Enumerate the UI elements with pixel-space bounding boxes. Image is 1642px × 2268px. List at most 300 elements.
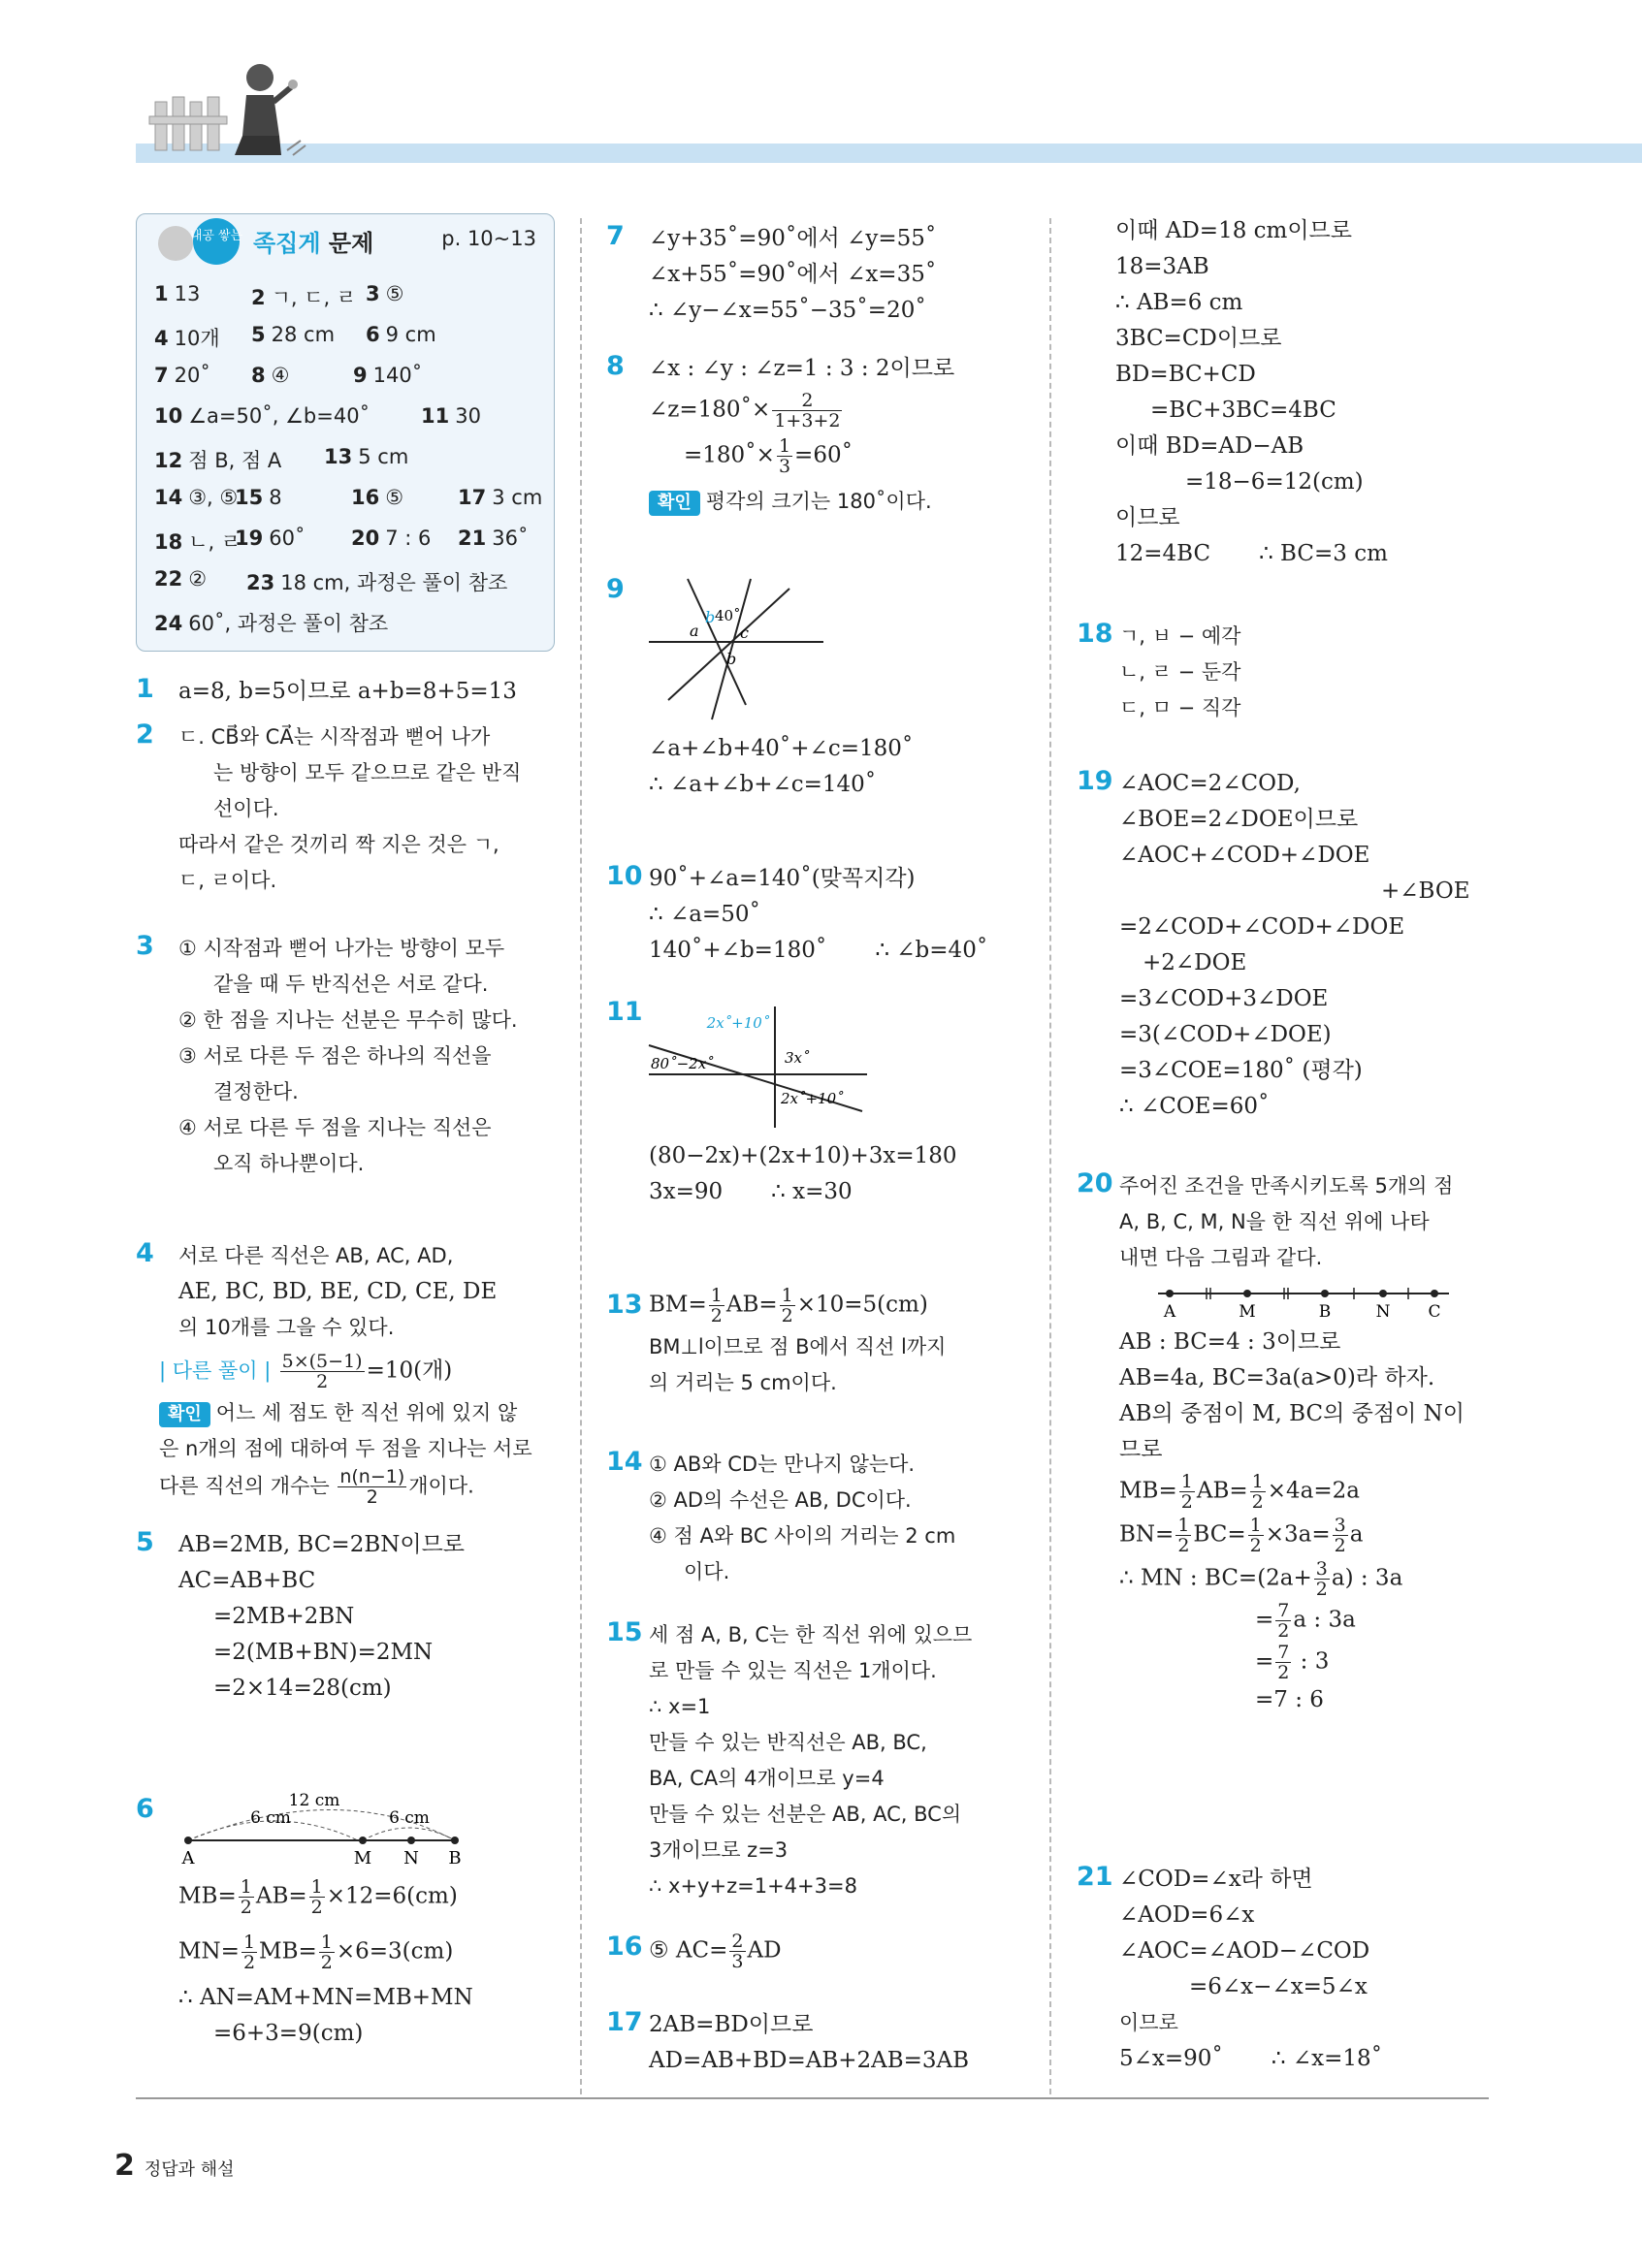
answer-number: 11 — [421, 404, 450, 428]
solution-text: AB= — [725, 1292, 778, 1318]
solution-text: MB= — [259, 1938, 317, 1965]
fraction — [1314, 1559, 1330, 1599]
answer-row — [154, 282, 544, 323]
answer-box — [136, 213, 555, 652]
solution-line: 결정한다. — [213, 1080, 299, 1103]
solution-line: BM⊥l이므로 점 B에서 직선 l까지 — [649, 1335, 947, 1358]
solution-line: ∴ ∠a=50˚ — [649, 902, 760, 927]
solution-line: =6+3=9(cm) — [213, 2021, 364, 2046]
solution-line: AB=2MB, BC=2BN이므로 — [178, 1532, 466, 1557]
fig6-right: 6 cm — [389, 1808, 430, 1828]
answer-number: 24 — [154, 612, 183, 635]
answer-value: 30 — [455, 404, 481, 428]
solution-line: ④ 점 A와 BC 사이의 거리는 2 cm — [649, 1524, 956, 1548]
solution-line: 이때 BD=AD−AB — [1115, 433, 1304, 459]
answer-number: 12 — [154, 449, 183, 472]
solution-text: 3x=90 — [649, 1179, 724, 1204]
solution-text: BM= — [649, 1292, 707, 1318]
solution-text: =60˚ — [794, 442, 853, 468]
solution-text: AD — [747, 1937, 782, 1964]
answer-value: ⑤ — [385, 282, 404, 305]
denominator: 2 — [310, 1897, 323, 1918]
answer-item — [154, 527, 241, 556]
header-illustration — [145, 58, 310, 165]
answer-number: 17 — [458, 486, 487, 509]
solution-line: 세 점 A, B, C는 한 직선 위에 있으므 — [649, 1623, 973, 1646]
answer-number: 8 — [251, 364, 266, 387]
answer-box-title-highlight: 족집게 — [253, 230, 321, 257]
answer-box-title-rest: 문제 — [320, 230, 374, 257]
answer-box-header — [137, 214, 554, 265]
solution-line: =7 : 6 — [1255, 1687, 1324, 1712]
solution-text: ×12=6(cm) — [326, 1883, 458, 1909]
fraction — [1250, 1472, 1266, 1512]
fraction — [338, 1467, 406, 1507]
fraction — [772, 391, 842, 431]
answer-number: 4 — [154, 327, 169, 350]
answer-item — [154, 404, 370, 428]
answer-item — [246, 567, 507, 596]
numerator: 1 — [710, 1285, 723, 1306]
solution-text: ∴ ∠x=18˚ — [1271, 2046, 1383, 2071]
solution-line: ∠AOC+∠COD+∠DOE — [1119, 843, 1370, 868]
fraction — [1179, 1472, 1195, 1512]
answer-item — [366, 323, 436, 346]
numerator: n(n−1) — [339, 1466, 405, 1487]
denominator: 2 — [316, 1371, 329, 1392]
answer-item — [251, 364, 289, 387]
solution-line: 3BC=CD이므로 — [1115, 326, 1282, 351]
solution-text: ×10=5(cm) — [796, 1292, 928, 1318]
answer-number: 16 — [351, 486, 380, 509]
fig6-point-a: A — [181, 1848, 195, 1869]
answer-box-badge-icon — [146, 216, 243, 272]
answer-value: 28 cm — [271, 323, 336, 346]
answer-value: 18 cm, 과정은 풀이 참조 — [280, 571, 508, 594]
answer-value: ⑤ — [385, 486, 404, 509]
problem-number: 9 — [606, 574, 625, 604]
check-line: 어느 세 점도 한 직선 위에 있지 않 — [215, 1401, 518, 1424]
solution-line: 는 방향이 모두 같으므로 같은 반직 — [213, 761, 522, 784]
segment-figure-20 — [1119, 1276, 1468, 1325]
solution-text: ×3a= — [1265, 1521, 1331, 1548]
solution-line: ∠x : ∠y : ∠z=1 : 3 : 2이므로 — [649, 356, 955, 381]
solution-line: 이므로 — [1115, 505, 1180, 530]
solution-line: ㄷ. CB⃗와 CA⃗는 시작점과 뻗어 나가 — [178, 725, 491, 749]
problem-number: 16 — [606, 1932, 643, 1962]
problem-number: 10 — [606, 861, 643, 891]
answer-box-title — [253, 224, 373, 258]
solution-text: a : 3a — [1293, 1607, 1356, 1633]
solution-line: 오직 하나뿐이다. — [213, 1152, 365, 1175]
answer-item — [353, 364, 422, 387]
solution-line: ∠BOE=2∠DOE이므로 — [1119, 807, 1359, 832]
problem-number: 8 — [606, 351, 625, 381]
denominator: 2 — [1180, 1491, 1193, 1513]
solution-text: : 3 — [1293, 1648, 1330, 1675]
answer-row — [154, 486, 544, 527]
column-divider-1 — [580, 218, 582, 2094]
answer-number: 19 — [235, 527, 264, 550]
solution-line: 3개이므로 z=3 — [649, 1838, 789, 1862]
solution-line: 만들 수 있는 반직선은 AB, BC, — [649, 1731, 927, 1754]
alt-solution-label: | 다른 풀이 | — [159, 1358, 272, 1383]
solution-line: 의 거리는 5 cm이다. — [649, 1371, 837, 1394]
column-divider-2 — [1049, 218, 1051, 2094]
solution-line: ∴ ∠a+∠b+∠c=140˚ — [649, 772, 877, 797]
problem-number: 19 — [1077, 766, 1113, 796]
problem-number: 6 — [136, 1794, 154, 1824]
numerator: 1 — [320, 1932, 333, 1953]
answer-value: 36˚ — [492, 527, 529, 550]
fig9-label-b2: b — [726, 650, 737, 668]
answer-item — [351, 486, 403, 509]
solution-text: ∴ ∠b=40˚ — [875, 938, 988, 963]
denominator: 2 — [1249, 1535, 1262, 1556]
problem-number: 15 — [606, 1617, 643, 1647]
denominator: 3 — [731, 1951, 744, 1972]
solution-line: BA, CA의 4개이므로 y=4 — [649, 1767, 885, 1790]
problem-number: 13 — [606, 1290, 643, 1320]
answer-value: 13 — [174, 282, 201, 305]
solution-line: =BC+3BC=4BC — [1150, 398, 1336, 423]
alt-solution-result: =10(개) — [366, 1358, 453, 1384]
solution-line: =2MB+2BN — [213, 1604, 355, 1629]
solution-line: =2×14=28(cm) — [213, 1676, 392, 1701]
solution-text: ∴ BC=3 cm — [1259, 541, 1388, 566]
solution-text: ⑤ AC= — [649, 1937, 728, 1964]
denominator: 2 — [366, 1486, 378, 1508]
solution-line: ② AD의 수선은 AB, DC이다. — [649, 1488, 912, 1512]
solution-line: ∴ AN=AM+MN=MB+MN — [178, 1985, 473, 2010]
problem-number: 20 — [1077, 1168, 1113, 1198]
denominator: 1+3+2 — [774, 410, 841, 431]
solution-line: +∠BOE — [1381, 878, 1470, 904]
problem-number: 18 — [1077, 619, 1113, 649]
solution-line: +2∠DOE — [1143, 950, 1247, 975]
answer-number: 6 — [366, 323, 380, 346]
solution-line: =2∠COD+∠COD+∠DOE — [1119, 914, 1405, 940]
solution-line: 이므로 — [1119, 2011, 1178, 2034]
answer-item — [421, 404, 481, 428]
numerator: 3 — [1315, 1558, 1328, 1580]
solution-line: ㄷ, ㄹ이다. — [178, 869, 277, 892]
answer-value: ㄴ, ㄹ — [188, 530, 241, 554]
solution-line: AB의 중점이 M, BC의 중점이 N이 — [1119, 1401, 1465, 1426]
solution-text: MB= — [1119, 1478, 1177, 1504]
answer-item — [154, 445, 281, 474]
solution-line: BD=BC+CD — [1115, 362, 1256, 387]
problem-number: 3 — [136, 931, 154, 961]
fig20-point-a: A — [1163, 1302, 1176, 1322]
denominator: 2 — [1277, 1662, 1290, 1683]
solution-line: 내면 다음 그림과 같다. — [1119, 1246, 1323, 1269]
solution-line: =3∠COD+3∠DOE — [1119, 986, 1329, 1011]
footer-rule — [136, 2097, 1489, 2099]
fig9-angle: 40˚ — [715, 607, 741, 624]
denominator: 2 — [1251, 1491, 1264, 1513]
fig11-right: 3x˚ — [785, 1049, 810, 1067]
numerator: 1 — [781, 1285, 793, 1306]
fig11-bottom: 2x˚+10˚ — [781, 1090, 844, 1107]
problem-number: 21 — [1077, 1862, 1113, 1892]
solution-line: (80−2x)+(2x+10)+3x=180 — [649, 1143, 957, 1168]
solution-line: ∠AOC=∠AOD−∠COD — [1119, 1938, 1370, 1964]
solution-line: 같을 때 두 반직선은 서로 같다. — [213, 973, 489, 996]
answer-item — [351, 527, 431, 550]
denominator: 2 — [781, 1305, 793, 1326]
answer-item — [154, 486, 238, 509]
problem-number: 7 — [606, 221, 625, 251]
solution-line: 주어진 조건을 만족시키도록 5개의 점 — [1119, 1174, 1454, 1198]
answer-value: 60˚ — [269, 527, 306, 550]
answer-item — [154, 364, 210, 387]
answer-row — [154, 527, 544, 567]
answer-number: 3 — [366, 282, 380, 305]
fraction — [1275, 1601, 1291, 1641]
solution-line: 따라서 같은 것끼리 짝 지은 것은 ㄱ, — [178, 833, 499, 856]
check-badge: 확인 — [159, 1402, 210, 1427]
solution-text: ∴ x=30 — [771, 1179, 853, 1204]
solution-line: 90˚+∠a=140˚(맞꼭지각) — [649, 866, 916, 891]
numerator: 7 — [1277, 1642, 1290, 1663]
check-line: 은 n개의 점에 대하여 두 점을 지나는 서로 — [159, 1437, 532, 1460]
answer-item — [235, 486, 282, 509]
denominator: 2 — [1315, 1579, 1328, 1600]
answer-number: 18 — [154, 530, 183, 554]
fraction — [1175, 1516, 1191, 1555]
answer-item — [251, 323, 335, 346]
answer-number: 2 — [251, 286, 266, 309]
denominator: 2 — [1334, 1535, 1346, 1556]
solution-line: 이다. — [684, 1560, 730, 1583]
answer-box-pages: p. 10~13 — [441, 227, 536, 250]
answer-number: 13 — [324, 445, 353, 468]
solution-line: 2AB=BD이므로 — [649, 2012, 814, 2037]
answer-row — [154, 364, 544, 404]
fig20-point-c: C — [1428, 1302, 1441, 1322]
solution-text: = — [1255, 1648, 1274, 1675]
solution-text: BN= — [1119, 1521, 1175, 1548]
denominator: 2 — [242, 1952, 256, 1973]
solution-line: =3∠COE=180˚ (평각) — [1119, 1058, 1363, 1083]
solution-line: 만들 수 있는 선분은 AB, AC, BC의 — [649, 1803, 962, 1826]
answer-number: 15 — [235, 486, 264, 509]
answer-value: 20˚ — [174, 364, 210, 387]
check-line-end: 개이다. — [408, 1474, 474, 1498]
numerator: 1 — [1251, 1471, 1264, 1492]
numerator: 2 — [731, 1931, 744, 1952]
fig9-label-c: c — [740, 623, 749, 642]
numerator: 7 — [1277, 1600, 1290, 1621]
footer — [114, 2149, 235, 2183]
solution-line: 로 만들 수 있는 직선은 1개이다. — [649, 1659, 937, 1682]
solution-line: 이때 AD=18 cm이므로 — [1115, 218, 1352, 243]
answer-value: 점 B, 점 A — [188, 449, 282, 472]
answer-item — [458, 486, 542, 509]
answer-item — [251, 282, 356, 311]
fraction — [239, 1877, 254, 1917]
answer-number: 14 — [154, 486, 183, 509]
fig20-point-b: B — [1318, 1302, 1332, 1322]
solution-text: = — [1255, 1607, 1274, 1633]
answer-number: 7 — [154, 364, 169, 387]
numerator: 1 — [242, 1932, 256, 1953]
solution-line: ∠COD=∠x라 하면 — [1119, 1867, 1313, 1892]
answer-item — [154, 608, 388, 637]
solution-line: ㄱ, ㅂ − 예각 — [1119, 624, 1241, 648]
solution-line: 선이다. — [213, 797, 279, 820]
answer-box-badge: 내공 쌓는 — [189, 229, 243, 243]
answer-item — [458, 527, 528, 550]
solution-line: ∠y+35˚=90˚에서 ∠y=55˚ — [649, 226, 937, 251]
fig9-label-b: b — [705, 608, 716, 626]
numerator: 1 — [240, 1876, 252, 1898]
denominator: 2 — [240, 1897, 252, 1918]
check-badge: 확인 — [649, 491, 700, 516]
answer-row — [154, 404, 544, 445]
solution-line: 서로 다른 직선은 AB, AC, AD, — [178, 1244, 454, 1267]
solution-line: =2(MB+BN)=2MN — [213, 1640, 434, 1665]
solution-line: =3(∠COD+∠DOE) — [1119, 1022, 1332, 1047]
solution-line: ∴ x=1 — [649, 1695, 711, 1718]
numerator: 1 — [778, 435, 791, 457]
segment-figure-6 — [169, 1791, 462, 1871]
answer-value: 8 — [269, 486, 282, 509]
solution-line: 므로 — [1119, 1437, 1163, 1462]
solution-line: ① 시작점과 뻗어 나가는 방향이 모두 — [178, 937, 505, 960]
header-bar — [136, 144, 1642, 163]
solution-text: BC= — [1193, 1521, 1246, 1548]
solution-line: ∠AOC=2∠COD, — [1119, 771, 1301, 796]
solution-line: ∠x+55˚=90˚에서 ∠x=35˚ — [649, 262, 937, 287]
answer-item — [154, 323, 220, 352]
numerator: 5×(5−1) — [281, 1351, 363, 1372]
solution-line: ④ 서로 다른 두 점을 지나는 직선은 — [178, 1116, 492, 1139]
solution-text: ∠z=180˚× — [649, 397, 771, 423]
answer-value: 3 cm — [492, 486, 543, 509]
fig20-point-n: N — [1375, 1302, 1391, 1322]
fraction — [1248, 1516, 1264, 1555]
numerator: 2 — [772, 391, 842, 411]
fraction — [1275, 1643, 1291, 1682]
solution-text: 12=4BC — [1115, 541, 1211, 566]
solution-text: ×4a=2a — [1267, 1478, 1360, 1504]
answer-number: 5 — [251, 323, 266, 346]
fig6-left: 6 cm — [250, 1808, 291, 1828]
problem-number: 1 — [136, 674, 154, 704]
solution-line: ㄷ, ㅁ − 직각 — [1119, 696, 1241, 719]
fig11-top: 2x˚+10˚ — [706, 1014, 770, 1032]
check-line: 평각의 크기는 180˚이다. — [705, 490, 932, 513]
answer-value: 60˚, 과정은 풀이 참조 — [188, 612, 389, 635]
numerator: 3 — [1334, 1515, 1346, 1536]
answer-row — [154, 445, 544, 486]
solution-line: ∴ ∠COE=60˚ — [1119, 1094, 1270, 1119]
answer-number: 22 — [154, 567, 183, 591]
solution-line: =6∠x−∠x=5∠x — [1189, 1974, 1368, 1999]
fraction — [780, 1286, 795, 1326]
answer-value: ② — [188, 567, 208, 591]
fig20-point-m: M — [1239, 1302, 1256, 1322]
fraction — [241, 1933, 257, 1972]
solution-line: ∴ ∠y−∠x=55˚−35˚=20˚ — [649, 298, 926, 323]
solution-line: 18=3AB — [1115, 254, 1209, 279]
problem-number: 17 — [606, 2007, 643, 2037]
solution-text: a — [1349, 1521, 1364, 1548]
answer-value: 7 : 6 — [385, 527, 432, 550]
solution-line: ② 한 점을 지나는 선분은 무수히 많다. — [178, 1008, 518, 1032]
solution-text: ∴ MN : BC=(2a+ — [1119, 1565, 1312, 1591]
denominator: 2 — [1277, 1620, 1290, 1642]
fig6-point-b: B — [448, 1848, 462, 1869]
solution-text: AB= — [255, 1883, 307, 1909]
answer-value: 140˚ — [372, 364, 423, 387]
answer-item — [235, 527, 305, 550]
answer-item — [154, 567, 207, 591]
answer-number: 21 — [458, 527, 487, 550]
fig6-total: 12 cm — [288, 1791, 340, 1810]
denominator: 2 — [710, 1305, 723, 1326]
fraction — [709, 1286, 724, 1326]
solution-line: AB=4a, BC=3a(a>0)라 하자. — [1119, 1365, 1435, 1390]
answer-number: 1 — [154, 282, 169, 305]
angle-figure-9 — [649, 574, 843, 729]
fraction — [319, 1933, 335, 1972]
denominator: 2 — [320, 1952, 333, 1973]
solution-text: ×6=3(cm) — [336, 1938, 454, 1965]
answer-row — [154, 608, 544, 649]
solution-line: ㄴ, ㄹ − 둔각 — [1119, 660, 1241, 684]
denominator: 2 — [1177, 1535, 1190, 1556]
answer-value: ∠a=50˚, ∠b=40˚ — [188, 404, 370, 428]
page-number: 2 — [114, 2149, 135, 2183]
solution-line: ③ 서로 다른 두 점은 하나의 직선을 — [178, 1044, 492, 1068]
fig11-left: 80˚−2x˚ — [651, 1055, 714, 1072]
solution-text: AB= — [1196, 1478, 1248, 1504]
answer-row — [154, 323, 544, 364]
solution-text: a) : 3a — [1331, 1565, 1403, 1591]
fig6-point-m: M — [353, 1848, 372, 1869]
solution-line: ∴ AB=6 cm — [1115, 290, 1243, 315]
solution-line: AC=AB+BC — [178, 1568, 316, 1593]
answer-row — [154, 567, 544, 608]
numerator: 1 — [310, 1876, 323, 1898]
fraction — [777, 436, 792, 476]
numerator: 1 — [1180, 1471, 1193, 1492]
answer-item — [366, 282, 403, 305]
check-line: 다른 직선의 개수는 — [159, 1474, 330, 1498]
answer-number: 20 — [351, 527, 380, 550]
solution-line: =18−6=12(cm) — [1185, 469, 1364, 495]
answer-value: ㄱ, ㄷ, ㄹ — [271, 286, 357, 309]
answer-number: 23 — [246, 571, 275, 594]
fig9-label-a: a — [690, 622, 699, 640]
solution-text: MN= — [178, 1938, 240, 1965]
answer-item — [154, 282, 200, 305]
solution-text: 140˚+∠b=180˚ — [649, 938, 827, 963]
fraction — [1333, 1516, 1348, 1555]
solution-line: AD=AB+BD=AB+2AB=3AB — [649, 2048, 970, 2073]
solution-line: a=8, b=5이므로 a+b=8+5=13 — [178, 679, 517, 704]
solution-line: AB : BC=4 : 3이므로 — [1119, 1329, 1341, 1355]
solution-line: ∴ x+y+z=1+4+3=8 — [649, 1874, 857, 1898]
answer-value: 10개 — [174, 327, 220, 350]
solution-line: ∠a+∠b+40˚+∠c=180˚ — [649, 736, 914, 761]
answer-number: 10 — [154, 404, 183, 428]
problem-number: 2 — [136, 719, 154, 750]
fig6-point-n: N — [403, 1848, 419, 1869]
